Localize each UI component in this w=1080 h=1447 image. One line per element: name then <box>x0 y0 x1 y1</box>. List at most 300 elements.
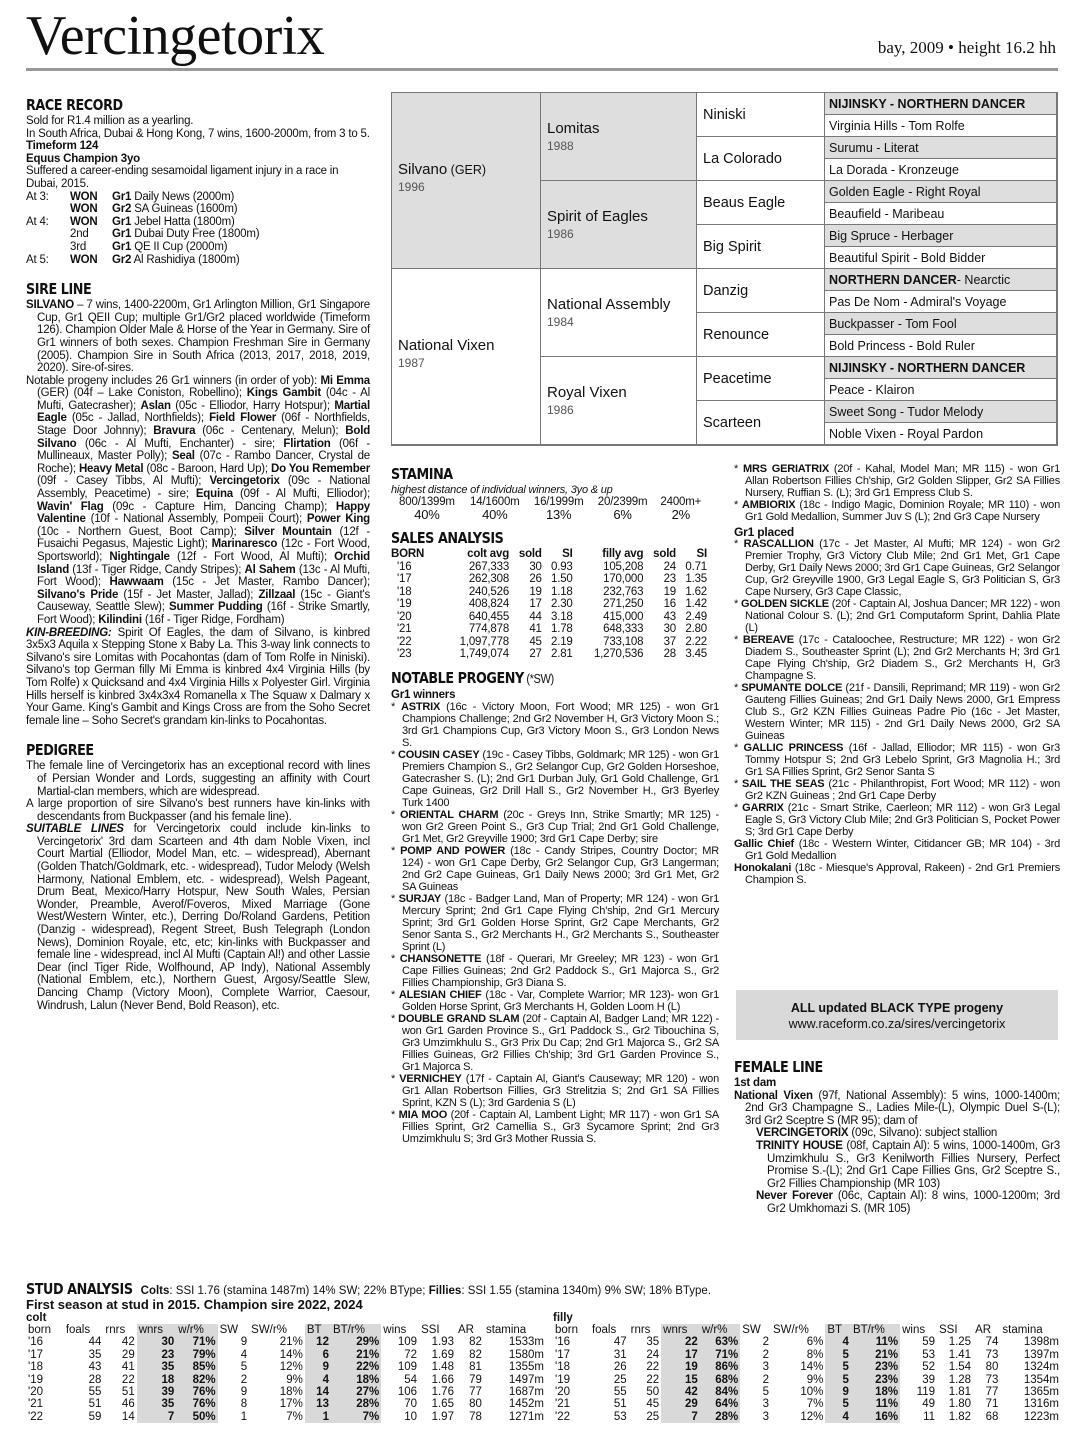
colts-label: Colts <box>140 1285 170 1297</box>
filly-stat-cell: 14% <box>800 1361 824 1374</box>
filly-label: filly <box>553 1312 573 1324</box>
pedigree-gen3-8 <box>697 401 825 445</box>
sales-cell: 1.35 <box>685 573 707 586</box>
pedigree-gen4-3 <box>825 137 1057 159</box>
pedigree-para-1: The female line of Vercingetorix has an exceptional record with lines of Persian Wonder and Lords, suggesting an affinity with Court Martial-clan members, which are widespread. <box>26 760 370 798</box>
gr1-winner-name: COUSIN CASEY <box>398 749 480 762</box>
pedigree-sire <box>392 93 541 269</box>
filly-stat-cell: 25 <box>646 1410 660 1423</box>
gr1-placed-plain-list <box>734 838 1060 886</box>
filly-stat-cell: 10% <box>800 1386 824 1399</box>
gr1-placed-other <box>734 838 1060 862</box>
colt-stat-cell: 1497m <box>508 1373 544 1386</box>
colt-stat-cell: 23 <box>137 1349 177 1361</box>
colt-stat-header: wnrs <box>137 1324 177 1336</box>
sales-cell: 2.49 <box>685 610 707 623</box>
race-record-lines <box>26 115 370 140</box>
colt-stat-cell: 35 <box>88 1348 102 1361</box>
sales-cell: 1,270,536 <box>593 648 644 661</box>
colt-stat-row <box>26 1411 546 1423</box>
fillies-label: Fillies <box>428 1285 462 1297</box>
colt-stat-cell: 18% <box>331 1374 381 1386</box>
sales-cell: 267,333 <box>468 560 510 573</box>
sales-cell: 105,208 <box>603 560 644 573</box>
dam-foal-detail: (08f, Captain Al): 5 wins, 1000-1400m, Gr3 Umzimkhulu S., Gr3 Kenilworth Fillies Nursery, Perfect Promise S.-(L); 2nd Gr1 Cape Fillies Gns, Gr2 Sceptre S., Gr2 Fillies Championship (MR 103) <box>767 1139 1060 1190</box>
result-position: WON <box>70 253 98 266</box>
colt-stat-cell: 79 <box>469 1373 482 1386</box>
filly-stat-cell: '22 <box>555 1410 570 1423</box>
sales-cell: 41 <box>529 623 542 636</box>
sales-cell: 1.78 <box>551 623 573 636</box>
gr1-winner-detail: (18c - Badger Land, Man of Property; MR 124) - won Gr1 Mercury Sprint; 2nd Gr1 Cape Flying Ch'ship, 2nd Gr1 Mercury Sprint; 3rd Gr1 Golden Horse Sprint, Gr2 Cape Merchants, Gr2 Senor Santa S., Gr2 Merchants H., Gr2 Merchants S., Southeaster Sprint (L) <box>402 893 719 954</box>
pedigree-chart <box>391 92 1058 446</box>
colt-stat-cell: 72 <box>404 1348 418 1361</box>
sales-cell: 19 <box>663 585 677 598</box>
sales-row <box>391 636 707 649</box>
colt-stat-cell: '21 <box>28 1398 43 1411</box>
colt-stat-cell: 76% <box>176 1386 217 1398</box>
filly-stat-cell: 28% <box>700 1411 740 1423</box>
sales-cell: 2.22 <box>685 635 707 648</box>
colt-stat-header: w/r% <box>176 1324 217 1336</box>
pedigree-sire-year: 1996 <box>398 180 425 194</box>
progeny-name: Wavin' Flag <box>37 500 104 513</box>
sales-cell: 271,250 <box>603 598 644 611</box>
gr1-placed-marker: * <box>734 742 744 754</box>
progeny-name: Heavy Metal <box>78 462 144 475</box>
gr1-placed-other-name: Honokalani <box>734 862 792 874</box>
pedigree-gen2-3 <box>541 269 697 357</box>
colt-stat-cell: 1.48 <box>431 1361 454 1374</box>
filly-stat-cell: 22 <box>646 1373 660 1386</box>
filly-stat-cell: 11% <box>851 1398 900 1410</box>
pedigree-gen4-1 <box>825 93 1057 115</box>
gr1-placed-detail: (21c - Smart Strike, Caerleon; MR 112) - won Gr3 Legal Eagle S, Gr3 Victory Club Mile; 2nd Gr3 Politician S, Pocket Power S; 3rd Gr1 Cape Derby <box>745 802 1060 838</box>
sales-header: colt avg <box>467 548 510 560</box>
pedigree-gen4-text: Golden Eagle - Right Royal <box>829 184 981 199</box>
sales-cell: 37 <box>663 635 677 648</box>
filly-stat-header: rnrs <box>630 1324 651 1336</box>
pedigree-gen4-bold: NORTHERN DANCER <box>829 272 957 287</box>
pedigree-gen2-1 <box>541 93 697 181</box>
colt-stat-header: born <box>28 1324 52 1336</box>
colt-stat-cell: 44 <box>88 1336 102 1349</box>
filly-stat-cell: 49 <box>922 1398 936 1411</box>
progeny-detail: (06c - Centenary, Melun); <box>195 425 346 438</box>
colt-stat-cell: 82 <box>469 1348 482 1361</box>
pedigree-gen4-bold: NIJINSKY - NORTHERN DANCER <box>829 360 1026 375</box>
result-age: At 5: <box>26 253 49 266</box>
filly-stat-cell: 17 <box>661 1349 700 1361</box>
progeny-name: Hawwaam <box>109 576 164 589</box>
pedigree-gen4-13 <box>825 357 1057 379</box>
gr1-winners-label: Gr1 winners <box>391 688 456 701</box>
colt-stat-cell: 1.97 <box>431 1410 454 1423</box>
result-age <box>26 241 70 254</box>
colt-stat-cell: 106 <box>397 1386 418 1399</box>
black-type-url[interactable]: www.raceform.co.za/sires/vercingetorix <box>788 1017 1006 1031</box>
gr1-placed-detail: (20f - Captain Al, Joshua Dancer; MR 122) - won National Colour S. (L); 2nd Gr1 Computaform Sprint, Dahlia Plate (L) <box>745 598 1060 634</box>
race-results <box>26 191 370 267</box>
colt-stat-row <box>26 1374 546 1386</box>
pedigree-gen3-6 <box>697 313 825 357</box>
filly-table <box>553 1324 1061 1423</box>
colt-stat-cell: 10 <box>404 1410 418 1423</box>
colt-stat-cell: 27% <box>331 1386 381 1398</box>
pedigree-gen4-12 <box>825 335 1057 357</box>
gr1-winner-detail: (20f - Kahal, Model Man; MR 115) - won Gr1 Allan Robertson Fillies Ch'ship, Gr2 Golden Slipper, Gr2 SA Fillies Nursery, Ruffian S. (L); 3rd Gr1 Empress Club S. <box>745 463 1061 499</box>
filly-stat-header: SW <box>742 1324 761 1336</box>
progeny-name: Vercingetorix <box>209 475 280 488</box>
colt-stat-cell: 79% <box>176 1349 217 1361</box>
gr1-placed-marker: * <box>734 802 743 814</box>
dam-foal-detail: (06c, Captain Al): 8 wins, 1000-1200m; 3rd Gr2 Umkhomazi S. (MR 105) <box>767 1190 1061 1215</box>
progeny-detail: (15f - Jet Master, Jallad); <box>118 588 259 601</box>
gr1-placed-name: RASCALLION <box>743 538 814 550</box>
pedigree-dam-name <box>398 337 540 354</box>
colt-stat-cell: 70 <box>404 1398 418 1411</box>
colt-stat-cell: 9 <box>240 1386 248 1399</box>
gr1-placed-other <box>734 862 1060 886</box>
colt-stat-cell: 6 <box>305 1349 331 1361</box>
result-race <box>112 203 370 216</box>
filly-stat-cell: 5 <box>825 1349 851 1361</box>
gr1-placed-detail: (21c - Philanthropist, Fort Wood; MR 112) - won Gr2 KZN Guineas ; 2nd Gr1 Cape Derby <box>745 778 1060 802</box>
filly-stat-cell: 119 <box>916 1386 936 1399</box>
colt-stat-cell: 14 <box>121 1410 135 1423</box>
filly-stat-cell: 39 <box>922 1373 936 1386</box>
sales-cell: 408,824 <box>468 598 510 611</box>
progeny-name: Summer Pudding <box>169 601 263 614</box>
colt-stat-cell: 76% <box>176 1398 217 1410</box>
filly-stat-cell: 1397m <box>1023 1348 1059 1361</box>
filly-stat-cell: 42 <box>661 1386 700 1398</box>
gr1-winner-marker: * <box>391 989 399 1002</box>
gr1-winner <box>391 749 719 809</box>
sales-cell: 232,763 <box>603 585 644 598</box>
sales-cell: 640,455 <box>468 610 510 623</box>
result-position: 3rd <box>70 240 87 253</box>
stamina-header: 20/2399m <box>597 496 648 508</box>
pedigree-gen4-text: Peace - Klairon <box>829 382 915 397</box>
sales-cell: 1,097,778 <box>459 635 510 648</box>
progeny-name: Equina <box>195 488 233 501</box>
filly-stat-cell: 1.54 <box>948 1361 972 1374</box>
horse-subtitle: bay, 2009 • height 16.2 hh <box>877 38 1056 57</box>
gr1-winner <box>391 845 719 893</box>
header-rule <box>26 68 1058 71</box>
pedigree-gen4-6 <box>825 203 1057 225</box>
colt-stat-cell: 46 <box>121 1398 135 1411</box>
sales-cell: 170,000 <box>603 573 644 586</box>
gr1-placed-name: SPUMANTE DOLCE <box>741 682 843 694</box>
filly-stat-header: wins <box>902 1324 926 1336</box>
equus-award: Equus Champion 3yo <box>26 152 140 165</box>
gr1-winner-name: SURJAY <box>398 893 442 906</box>
colt-stat-cell: 22 <box>121 1373 135 1386</box>
colt-stat-header: BT <box>305 1324 331 1336</box>
colt-stat-header-row <box>26 1324 546 1336</box>
result-grade: Gr1 <box>112 228 132 241</box>
race-result-row <box>26 228 370 241</box>
filly-stat-header: stamina <box>1002 1324 1043 1336</box>
filly-stat-cell: 51 <box>613 1398 627 1411</box>
progeny-detail: (10f - National Assembly, Pompeii Court); <box>85 513 307 526</box>
sales-cell: '20 <box>397 610 412 623</box>
result-race-name: SA Guineas (1600m) <box>131 203 238 216</box>
stamina-value: 2% <box>671 506 690 522</box>
sales-cell: 45 <box>529 635 542 648</box>
silvano-summary <box>26 299 370 375</box>
colt-stat-cell: 13 <box>305 1398 331 1410</box>
progeny-detail: (09c - National Assembly, Peacetime) - sire; <box>37 475 371 501</box>
gr1-winner-name: MIA MOO <box>398 1109 448 1122</box>
pedigree-gen2-year: 1986 <box>547 403 574 417</box>
sales-row <box>391 573 707 586</box>
colt-stat-cell: 29 <box>121 1348 135 1361</box>
sales-row <box>391 561 707 574</box>
result-position: WON <box>70 215 98 228</box>
filly-stat-cell: 74 <box>985 1336 999 1349</box>
filly-stat-row <box>553 1374 1061 1386</box>
pedigree-gen4-text: Surumu - Literat <box>829 140 919 155</box>
filly-stat-cell: 16% <box>851 1411 900 1423</box>
gr1-winner-detail: (20c - Greys Inn, Strike Smartly; MR 125) - won Gr2 Green Point S., Gr3 Cup Trial; 2nd Gr1 Gold Challenge, Gr1 Met, Gr2 Greyville 1900; 3rd Gr1 Cape Derby; sire <box>402 809 719 846</box>
gr1-placed-name: BEREAVE <box>742 634 794 646</box>
progeny-detail: (10c - Northern Guest, Boot Camp); <box>37 525 245 538</box>
colt-stat-cell: 1.69 <box>431 1348 454 1361</box>
pedigree-gen4-16 <box>825 423 1057 445</box>
gr1-winner-marker: * <box>391 1013 399 1026</box>
sales-header: filly avg <box>602 548 644 560</box>
colt-stat-cell: 4 <box>305 1374 331 1386</box>
colt-stat-cell: 1687m <box>508 1386 544 1399</box>
pedigree-sire-name-text: Silvano <box>398 161 448 178</box>
gr1-placed-list <box>734 538 1060 838</box>
sales-cell: 3.45 <box>685 648 707 661</box>
pedigree-gen2-name <box>547 384 696 401</box>
result-position: 2nd <box>70 228 89 241</box>
progeny-detail: (09f - Al Mufti, Elliodor); <box>232 488 370 501</box>
pedigree-gen4-text: Virginia Hills - Tom Rolfe <box>829 118 965 133</box>
sales-cell: 27 <box>529 648 542 661</box>
race-result-row <box>26 203 370 216</box>
colt-stat-cell: 22% <box>331 1361 381 1373</box>
sales-cell: 1.50 <box>551 573 573 586</box>
gr1-winner-detail: (16c - Victory Moon, Fort Wood; MR 125) - won Gr1 Champions Challenge; 2nd Gr2 November H, Gr3 Victory Moon S.; 3rd Gr1 Champions Cup, Gr3 Victory Moon S., Gr3 London News S. <box>402 701 720 750</box>
result-position: WON <box>70 203 98 216</box>
pedigree-gen4-text: Big Spruce - Herbager <box>829 228 954 243</box>
gr1-placed-label: Gr1 placed <box>734 525 795 539</box>
colt-stat-cell: 21% <box>331 1349 381 1361</box>
progeny-name: Silvano's Pride <box>37 588 119 601</box>
notable-progeny-heading <box>391 669 670 688</box>
sales-header: sold <box>518 548 542 560</box>
filly-stat-row <box>553 1361 1061 1373</box>
sales-cell: '22 <box>397 635 412 648</box>
pedigree-gen4-11 <box>825 313 1057 335</box>
pedigree-gen4-14 <box>825 379 1057 401</box>
colt-stat-cell: 82 <box>469 1336 482 1349</box>
filly-stat-cell: 18% <box>851 1386 900 1398</box>
filly-stat-cell: '19 <box>555 1373 570 1386</box>
sales-heading: SALES ANALYSIS <box>391 529 504 547</box>
filly-stat-cell: 77 <box>985 1386 999 1399</box>
colt-stat-cell: 78 <box>469 1410 482 1423</box>
sales-cell: 240,526 <box>468 585 510 598</box>
pedigree-gen3-1 <box>697 93 825 137</box>
progeny-detail: (16f - Tiger Ridge, Fordham) <box>141 613 285 626</box>
gr1-winner-detail: (20f - Captain Al, Badger Land; MR 122) - won Gr1 Garden Province S., Gr1 Paddock S., Gr2 Tibouchina S, Gr3 Umzimkhulu S., Gr3 Prix Du Cap; 2nd Gr1 Majorca S., Gr2 SA Fillies Guineas, Gr2 Fillies Ch'ship; 3rd Gr1 Garden Province S., Gr1 Majorca S. <box>402 1013 719 1074</box>
progeny-name: Field Flower <box>209 412 276 425</box>
filly-stat-header: AR <box>975 1324 992 1336</box>
filly-stat-cell: 2 <box>762 1336 770 1349</box>
filly-stat-cell: 1365m <box>1023 1386 1059 1399</box>
suitable-lines <box>26 823 370 1012</box>
stud-heading: STUD ANALYSIS <box>26 1280 133 1298</box>
filly-stat-cell: 3 <box>762 1361 770 1374</box>
pedigree-gen4-text: Buckpasser - Tom Fool <box>829 316 957 331</box>
filly-stat-cell: 1398m <box>1023 1336 1059 1349</box>
kin-breeding <box>26 627 370 728</box>
pedigree-gen4-5 <box>825 181 1057 203</box>
filly-stat-cell: 1.28 <box>948 1373 972 1386</box>
sales-cell: 2.81 <box>551 648 573 661</box>
pedigree-gen2-year: 1984 <box>547 315 574 329</box>
progeny-name: Happy Valentine <box>37 500 370 526</box>
sales-cell: 3.18 <box>551 610 573 623</box>
sales-cell: 30 <box>663 623 677 636</box>
filly-stat-cell: 84% <box>700 1386 740 1398</box>
gr1-placed-marker: * <box>734 538 744 550</box>
left-column <box>26 96 370 1012</box>
gr1-winners-list-continued <box>734 463 1060 523</box>
filly-stat-cell: '16 <box>555 1336 570 1349</box>
result-race <box>112 241 370 254</box>
sales-header: SI <box>696 548 707 560</box>
colt-stats <box>26 1312 546 1423</box>
middle-column <box>391 465 719 1145</box>
colt-stat-cell: 1.93 <box>431 1336 454 1349</box>
colt-stat-cell: 4 <box>240 1348 248 1361</box>
dam-foals <box>734 1127 1060 1215</box>
progeny-detail: (07c - Rambo Dancer, Crystal de Roche); <box>37 450 371 475</box>
sales-cell: 774,878 <box>468 623 510 636</box>
sales-cell: 23 <box>663 573 677 586</box>
pedigree-gen3-name: Peacetime <box>703 370 772 387</box>
colt-stat-cell: 12 <box>305 1336 331 1348</box>
filly-stat-cell: 73 <box>985 1348 999 1361</box>
result-race-name: Jebel Hatta (1800m) <box>131 215 235 228</box>
pedigree-gen2-name <box>547 296 696 313</box>
filly-stat-row <box>553 1336 1061 1348</box>
colt-stat-cell: '17 <box>28 1348 43 1361</box>
colt-stat-cell: 1271m <box>508 1410 544 1423</box>
fillies-text: : SSI 1.55 (stamina 1340m) 9% SW; 18% BType. <box>461 1285 712 1297</box>
gr1-winner <box>391 701 719 749</box>
colt-stat-row <box>26 1398 546 1410</box>
dam-text: (97f, National Assembly): 5 wins, 1000-1400m; 2nd Gr3 Champagne S., Ladies Mile-(L), Olympic Duel S-(L); 3rd Gr2 Sceptre S (MR 95); dam of <box>745 1089 1060 1127</box>
stamina-table <box>391 496 707 521</box>
gr1-winner-marker: * <box>391 701 402 714</box>
filly-stat-cell: 5 <box>762 1386 770 1399</box>
stamina-header: 2400m+ <box>660 496 702 508</box>
filly-stat-cell: 1.41 <box>948 1348 972 1361</box>
filly-stat-cell: 71% <box>700 1349 740 1361</box>
filly-stat-cell: 26 <box>613 1361 627 1374</box>
filly-stat-header: BT/r% <box>851 1324 900 1336</box>
gr1-placed <box>734 538 1060 598</box>
progeny-detail: (GER) (04f – Lake Coniston, Robellino); <box>37 387 247 400</box>
stamina-value: 40% <box>482 506 508 522</box>
gr1-placed-detail: (17c - Jet Master, Al Mufti; MR 124) - won Gr2 Premier Trophy, Gr3 Victory Club Mile; 2nd Gr1 Met, Gr1 Cape Derby, Gr1 Daily News 2000; 3rd Gr1 Cape Guineas, Gr2 Selangor Cup, Gr2 Greyville 1900, Gr3 Legal Eagle S, Gr3 Politician S, Gr3 Cape Nursery, Gr3 Cape Classic, <box>745 538 1061 598</box>
pedigree-gen2-name-text: National Assembly <box>547 296 671 313</box>
gr1-winner <box>391 893 719 953</box>
colt-stat-cell: 7 <box>137 1411 177 1423</box>
filly-stat-cell: 52 <box>922 1361 936 1374</box>
result-grade: Gr2 <box>112 253 132 266</box>
colt-stat-cell: 28 <box>88 1373 102 1386</box>
filly-stat-cell: 4 <box>825 1411 851 1423</box>
race-result-row <box>26 216 370 229</box>
gr1-winner-detail: (18f - Querari, Mr Greeley; MR 123) - won Gr1 Cape Fillies Guineas; 2nd Gr2 Paddock S., Gr1 Majorca S., Gr2 Fillies Championship, Gr3 Diana S. <box>402 953 719 990</box>
filly-stat-cell: 73 <box>985 1373 999 1386</box>
stamina-header: 16/1999m <box>533 496 584 508</box>
colt-stat-cell: 35 <box>137 1398 177 1410</box>
pedigree-gen3-2 <box>697 137 825 181</box>
gr1-placed-detail: (21f - Dansili, Reprimand; MR 119) - won Gr2 Gauteng Fillies Guineas; 2nd Gr1 Daily News 2000, Gr1 Empress Club S., Gr2 KZN Fillies Guineas Padre Pio (16c - Jet Master, Western Winter; MR 115) - 2nd Gr1 Daily News 2000, Gr2 SA Guineas <box>745 682 1061 742</box>
colt-stat-cell: 43 <box>88 1361 102 1374</box>
pedigree-gen4-text: La Dorada - Kronzeuge <box>829 162 959 177</box>
progeny-detail: (06c - Al Mufti, Enchanter) - sire; <box>76 437 284 450</box>
colt-stat-cell: 42 <box>121 1336 135 1349</box>
sales-cell: '16 <box>397 560 412 573</box>
sales-cell: 2.19 <box>551 635 573 648</box>
gr1-placed-marker: * <box>734 634 743 646</box>
pedigree-gen4-9 <box>825 269 1057 291</box>
colt-stat-header: SSI <box>421 1324 440 1336</box>
sales-cell: 733,108 <box>603 635 644 648</box>
pedigree-gen2-4 <box>541 357 697 445</box>
pedigree-gen4-7 <box>825 225 1057 247</box>
filly-stat-cell: 22 <box>661 1336 700 1348</box>
gr1-placed-marker: * <box>734 598 741 610</box>
sales-cell: 28 <box>663 648 677 661</box>
progeny-detail: (09c - Capture Him, Dancing Champ); <box>103 500 336 513</box>
colt-stat-cell: 54 <box>404 1373 418 1386</box>
colt-stat-cell: 51 <box>121 1386 135 1399</box>
filly-stat-cell: 50 <box>646 1386 660 1399</box>
gr1-winner <box>391 989 719 1013</box>
colt-stat-cell: 109 <box>397 1361 418 1374</box>
result-age: At 3: <box>26 190 49 203</box>
filly-stat-cell: 1223m <box>1023 1410 1059 1423</box>
filly-stat-cell: 59 <box>922 1336 936 1349</box>
filly-stat-cell: 63% <box>700 1336 740 1348</box>
filly-stat-row <box>553 1386 1061 1398</box>
filly-stat-cell: 9 <box>825 1386 851 1398</box>
filly-stat-row <box>553 1398 1061 1410</box>
colt-stat-cell: '16 <box>28 1336 43 1349</box>
filly-stat-cell: 55 <box>613 1386 627 1399</box>
dam-foal <box>756 1127 1060 1140</box>
colt-stat-cell: 1.76 <box>431 1386 454 1399</box>
filly-stat-header-row <box>553 1324 1061 1336</box>
sales-table <box>391 548 707 661</box>
gr1-winner-detail: (18c - Indigo Magic, Dominion Royale; MR 110) - won Gr1 Gold Medallion, Summer Juv S (L); 2nd Gr3 Cape Nursery <box>745 499 1060 523</box>
pedigree-gen2-name-text: Royal Vixen <box>547 384 627 401</box>
colt-stat-cell: '19 <box>28 1373 43 1386</box>
